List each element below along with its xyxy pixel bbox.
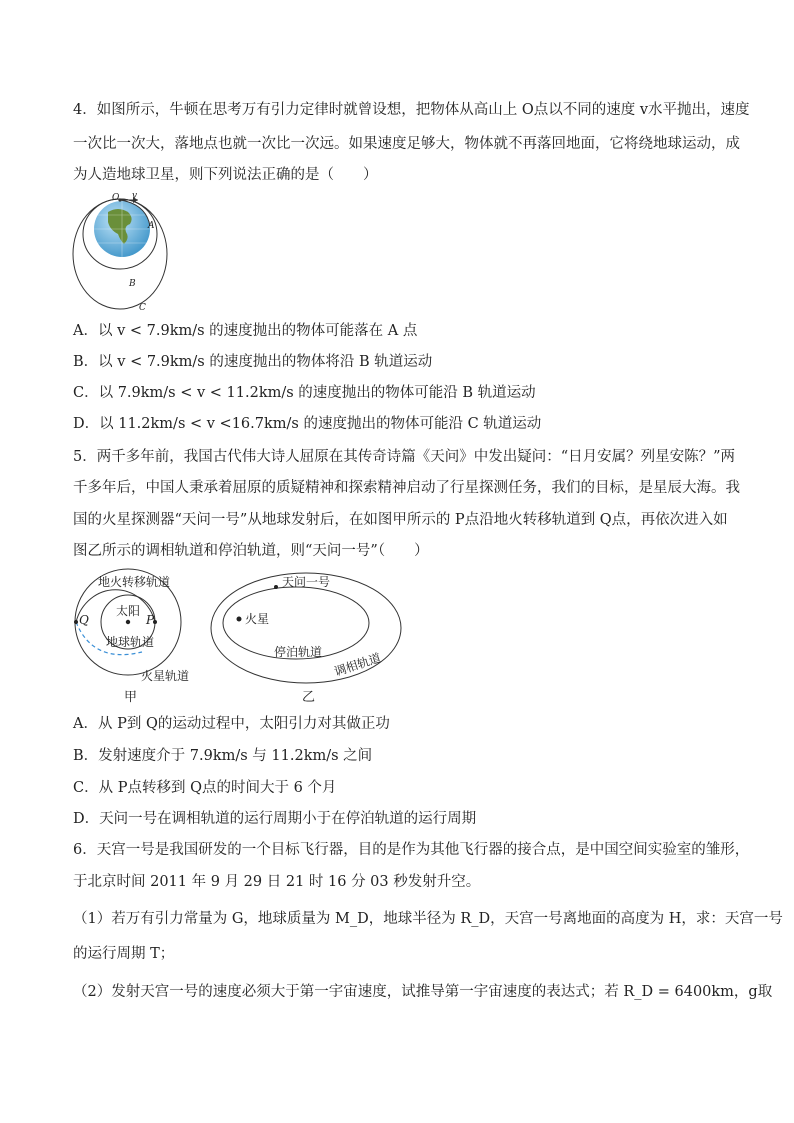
q5-option-d: D．天问一号在调相轨道的运行周期小于在停泊轨道的运行周期 xyxy=(73,811,477,827)
label-earth-orbit: 地球轨道 xyxy=(106,635,155,649)
label-sun: 太阳 xyxy=(116,604,141,618)
label-v: v xyxy=(132,191,138,201)
q6-part1-line-2: 的运行周期 T； xyxy=(73,946,175,962)
label-mars: 火星 xyxy=(245,612,270,626)
q6-part1-line-1: （1）若万有引力常量为 G，地球质量为 M_D，地球半径为 R_D，天宫一号离地面的高度为 H，求：天宫一号 xyxy=(73,911,783,927)
sun xyxy=(126,620,130,624)
label-o: O xyxy=(112,193,120,203)
q5-option-b: B．发射速度介于 7.9km/s 与 11.2km/s 之间 xyxy=(73,748,373,764)
label-mars-orbit: 火星轨道 xyxy=(141,669,190,683)
label-q: Q xyxy=(79,613,89,627)
label-c: C xyxy=(139,303,146,313)
q6-text-line-1: 6．天宫一号是我国研发的一个目标飞行器，目的是作为其他飞行器的接合点，是中国空间实验室的雏形， xyxy=(73,842,750,858)
label-b: B xyxy=(129,279,136,289)
q6-part2-line-1: （2）发射天宫一号的速度必须大于第一宇宙速度，试推导第一宇宙速度的表达式；若 R_D = 6400km，g取 xyxy=(73,984,773,1000)
q5-option-a: A．从 P到 Q的运动过程中，太阳引力对其做正功 xyxy=(73,716,390,732)
label-a: A xyxy=(148,221,155,231)
q4-text-line-2: 一次比一次大，落地点也就一次比一次远。如果速度足够大，物体就不再落回地面，它将绕地球运动，成 xyxy=(73,136,740,152)
q4-option-b: B．以 v < 7.9km/s 的速度抛出的物体将沿 B 轨道运动 xyxy=(73,354,433,370)
probe-point xyxy=(274,585,278,589)
q5-text-line-4: 图乙所示的调相轨道和停泊轨道，则“天问一号”（ ） xyxy=(73,543,429,559)
q5-text-line-2: 千多年后，中国人秉承着屈原的质疑精神和探索精神启动了行星探测任务，我们的目标，是星辰大海。我 xyxy=(73,480,740,496)
figure-yi xyxy=(208,568,408,708)
point-q xyxy=(74,620,78,624)
newton-cannon-figure xyxy=(66,190,176,316)
q4-option-c: C．以 7.9km/s < v < 11.2km/s 的速度抛出的物体可能沿 B 轨道运动 xyxy=(73,385,536,401)
label-p: P xyxy=(146,613,155,627)
q5-text-line-3: 国的火星探测器“天问一号”从地球发射后，在如图甲所示的 P点沿地火转移轨道到 Q点，再依次进入如 xyxy=(73,512,728,528)
q4-option-a: A．以 v < 7.9km/s 的速度抛出的物体可能落在 A 点 xyxy=(73,323,418,339)
caption-yi: 乙 xyxy=(302,690,316,705)
figure-jia xyxy=(68,568,200,708)
label-transfer-orbit: 地火转移轨道 xyxy=(98,575,171,589)
q4-option-d: D．以 11.2km/s < v <16.7km/s 的速度抛出的物体可能沿 C 轨道运动 xyxy=(73,416,542,432)
q6-text-line-2: 于北京时间 2011 年 9 月 29 日 21 时 16 分 03 秒发射升空。 xyxy=(73,874,481,890)
label-probe: 天问一号 xyxy=(282,575,331,589)
q4-text-line-1: 4．如图所示，牛顿在思考万有引力定律时就曾设想，把物体从高山上 O点以不同的速度 v水平抛出，速度 xyxy=(73,102,750,118)
q5-text-line-1: 5．两千多年前，我国古代伟大诗人屈原在其传奇诗篇《天问》中发出疑问：“日月安属？列星安陈？”两 xyxy=(73,449,736,465)
label-phasing-orbit: 调相轨道 xyxy=(332,650,383,679)
mars xyxy=(237,617,242,622)
q5-option-c: C．从 P点转移到 Q点的时间大于 6 个月 xyxy=(73,780,337,796)
label-parking-orbit: 停泊轨道 xyxy=(274,645,323,659)
caption-jia: 甲 xyxy=(124,690,138,705)
q4-text-line-3: 为人造地球卫星，则下列说法正确的是（ ） xyxy=(73,167,378,183)
